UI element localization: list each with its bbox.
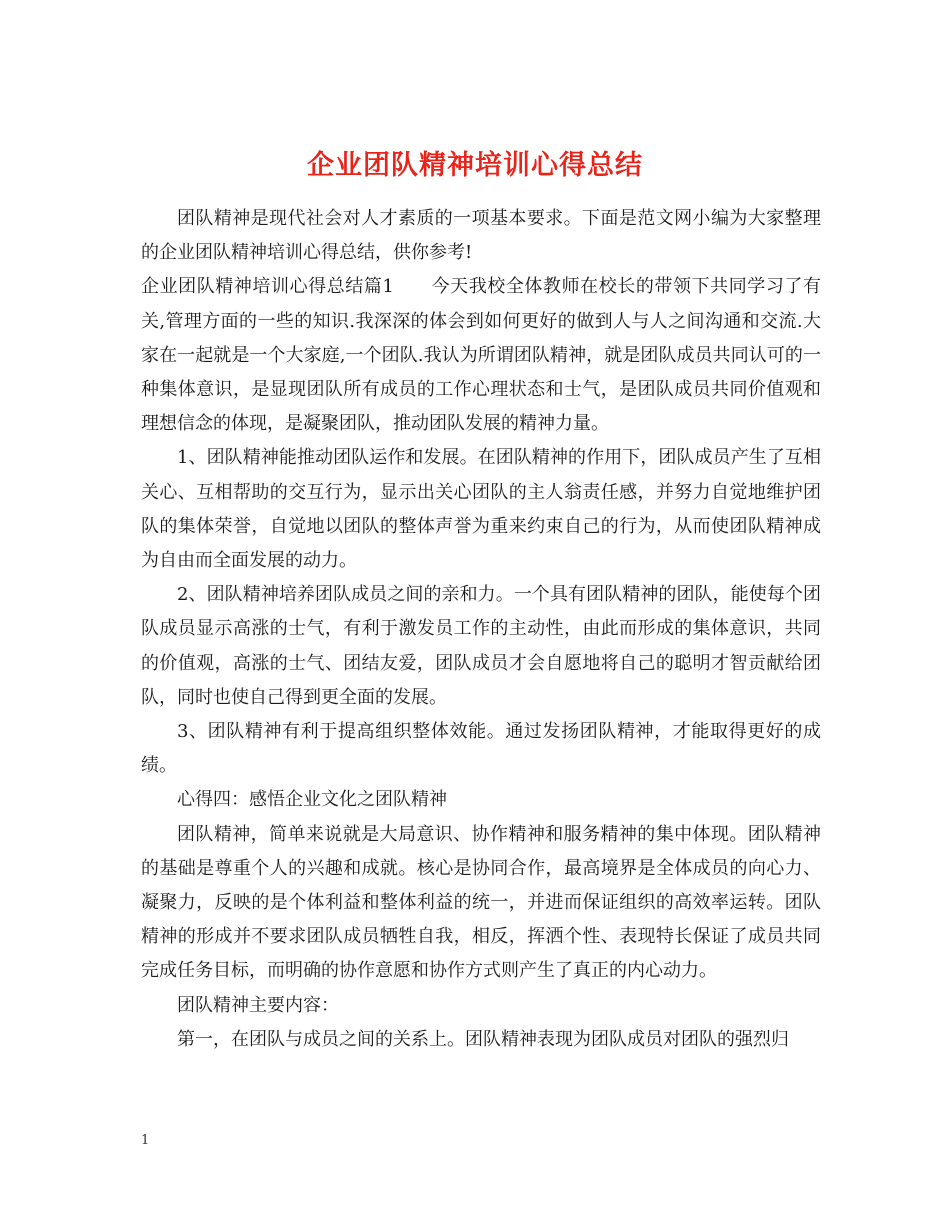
- page-number: 1: [141, 1133, 150, 1148]
- section-heading-4: 心得四：感悟企业文化之团队精神: [177, 789, 447, 811]
- document-title: 企业团队精神培训心得总结: [307, 150, 643, 182]
- paragraph-point-2: 2、团队精神培养团队成员之间的亲和力。一个具有团队精神的团队，能使每个团队成员显示高涨的士气，有利于激发员工作的主动性，由此而形成的集体意识，共同的价值观，高涨的士气、团结友爱，团队成员才会自愿地将自己的聪明才智贡献给团队，同时也使自己得到更全面的发展。: [141, 584, 821, 708]
- paragraph-intro: 团队精神是现代社会对人才素质的一项基本要求。下面是范文网小编为大家整理的企业团队精神培训心得总结，供你参考!: [141, 208, 821, 264]
- section-heading-main-content: 团队精神主要内容：: [177, 994, 339, 1016]
- paragraph-point-1: 1、团队精神能推动团队运作和发展。在团队精神的作用下，团队成员产生了互相关心、互相帮助的交互行为，显示出关心团队的主人翁责任感，并努力自觉地维护团队的集体荣誉，自觉地以团队的整体声誉为重来约束自己的行为，从而使团队精神成为自由而全面发展的动力。: [141, 447, 821, 572]
- paragraph-team-spirit: 团队精神，简单来说就是大局意识、协作精神和服务精神的集中体现。团队精神的基础是尊重个人的兴趣和成就。核心是协同合作，最高境界是全体成员的向心力、凝聚力，反映的是个体利益和整体利益的统一，并进而保证组织的高效率运转。团队精神的形成并不要求团队成员牺牲自我，相反，挥洒个性、表现特长保证了成员共同完成任务目标，而明确的协作意愿和协作方式则产生了真正的内心动力。: [141, 823, 821, 982]
- paragraph-point-3: 3、团队精神有利于提高组织整体效能。通过发扬团队精神，才能取得更好的成绩。: [141, 721, 821, 777]
- document-body: [141, 202, 821, 1057]
- paragraph-first-point: 第一，在团队与成员之间的关系上。团队精神表现为团队成员对团队的强烈归: [177, 1028, 789, 1050]
- paragraph-article-1: 企业团队精神培训心得总结篇1 今天我校全体教师在校长的带领下共同学习了有关,管理方面的一些的知识.我深深的体会到如何更好的做到人与人之间沟通和交流.大家在一起就是一个大家庭,一个团队.我认为所谓团队精神，就是团队成员共同认可的一种集体意识，是显现团队所有成员的工作心理状态和士气，是团队成员共同价值观和理想信念的体现，是凝聚团队，推动团队发展的精神力量。: [141, 276, 821, 435]
